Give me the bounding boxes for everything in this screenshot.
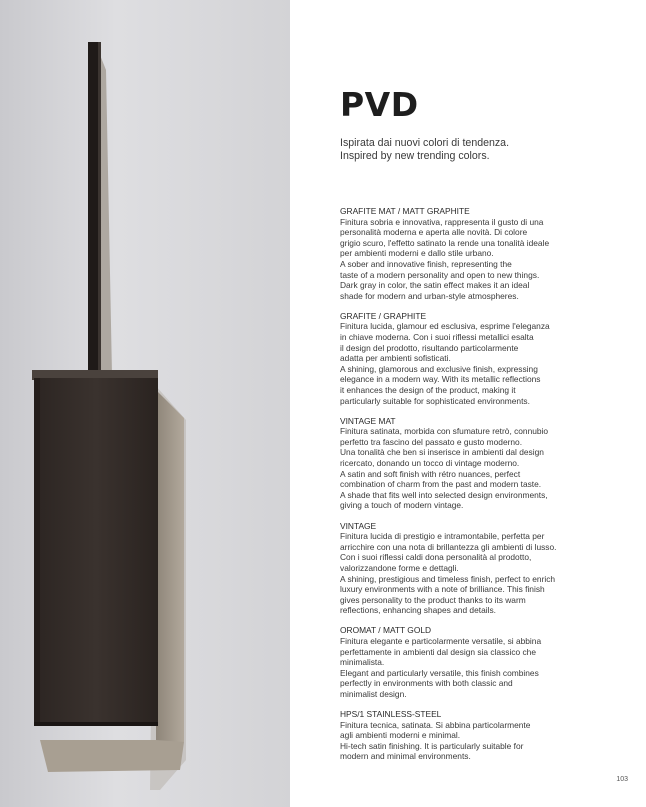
finish-text-line: minimalist design. — [340, 688, 407, 699]
finish-text-line: modern and minimal environments. — [340, 751, 471, 762]
toilet-brush-holder-image — [0, 0, 290, 807]
finish-text-line: luxury environments with a note of brilliance. This finish — [340, 584, 545, 595]
finish-text-line: elegance in a modern way. With its metallic reflections — [340, 374, 541, 385]
finish-vintage-mat — [340, 416, 630, 511]
page-title: PVD — [340, 85, 419, 124]
finish-oromat — [340, 625, 630, 699]
finish-text-line: shade for modern and urban-style atmospheres. — [340, 290, 519, 301]
finish-heading: GRAFITE MAT / MATT GRAPHITE — [340, 206, 470, 216]
finish-text-line: per ambienti moderni e dallo stile urbano. — [340, 248, 494, 259]
finish-text-line: Finitura satinata, morbida con sfumature retrò, connubio — [340, 426, 549, 437]
finish-text-line: minimalista. — [340, 657, 385, 668]
finish-text-line: agli ambienti moderni e minimal. — [340, 730, 461, 741]
finish-text-line: adatta per ambienti sofisticati. — [340, 353, 451, 364]
finish-grafite-mat — [340, 206, 630, 301]
product-photo — [0, 0, 290, 807]
finish-text-line: Finitura tecnica, satinata. Si abbina particolarmente — [340, 719, 531, 730]
finish-text-line: gives personality to the product thanks to its warm — [340, 594, 526, 605]
finish-text-line: it enhances the design of the product, making it — [340, 385, 516, 395]
finish-text-line: A sober and innovative finish, representing the — [340, 258, 512, 269]
finish-grafite — [340, 311, 630, 406]
finish-text-line: Finitura lucida di prestigio e intramontabile, perfetta per — [340, 531, 545, 542]
finish-heading: OROMAT / MATT GOLD — [340, 625, 432, 636]
finish-text-line: A shining, glamorous and exclusive finish, expressing — [340, 363, 538, 374]
finish-text-line: A shining, prestigious and timeless finish, perfect to enrich — [340, 573, 556, 584]
finish-text-line: personalità moderna e aperta alle novità. Di colore — [340, 227, 528, 238]
finish-stainless-steel — [340, 709, 630, 762]
finish-text-line: Finitura elegante e particolarmente versatile, si abbina — [340, 635, 542, 646]
finish-text-line: Elegant and particularly versatile, this finish combines — [340, 667, 539, 678]
finish-text-line: ricercato, donando un tocco di vintage moderno. — [340, 458, 520, 469]
finish-text-line: Dark gray in color, the satin effect makes it an ideal — [340, 280, 530, 291]
subtitle-line: Ispirata dai nuovi colori di tendenza. — [340, 137, 510, 149]
finish-text-line: A satin and soft finish with rétro nuances, perfect — [340, 468, 521, 479]
finish-text-line: particularly suitable for sophisticated environments. — [340, 395, 530, 406]
page-number: 103 — [616, 776, 628, 783]
finish-heading: GRAFITE / GRAPHITE — [340, 310, 427, 321]
finish-text-line: A shade that fits well into selected design environments, — [340, 489, 548, 500]
subtitle-line: Inspired by new trending colors. — [340, 150, 490, 162]
finish-text-line: combination of charm from the past and modern taste. — [340, 479, 542, 490]
finish-text-line: Finitura lucida, glamour ed esclusiva, esprime l'eleganza — [340, 321, 550, 332]
finish-text-line: perfectly in environments with both classic and — [340, 678, 513, 689]
finishes-list — [340, 206, 630, 772]
finish-text-line: Hi-tech satin finishing. It is particularly suitable for — [340, 740, 524, 751]
finish-text-line: Finitura sobria e innovativa, rappresenta il gusto di una — [340, 216, 544, 227]
finish-text-line: giving a touch of modern vintage. — [340, 500, 464, 511]
finish-text-line: perfetto tra fascino del passato e gusto moderno. — [340, 436, 523, 447]
finish-text-line: valorizzandone forme e dettagli. — [340, 562, 459, 573]
finish-text-line: reflections, enhancing shapes and details. — [340, 605, 496, 616]
finish-vintage — [340, 521, 630, 616]
finish-text-line: il design del prodotto, risultando particolarmente — [340, 342, 519, 353]
finish-text-line: arricchire con una nota di brillantezza gli ambienti di lusso. — [340, 541, 557, 552]
finish-text-line: grigio scuro, l'effetto satinato la rende una tonalità ideale — [340, 237, 550, 248]
finish-heading: VINTAGE — [340, 520, 377, 531]
finish-text-line: in chiave moderna. Con i suoi riflessi metallici esalta — [340, 332, 534, 343]
finish-text-line: Con i suoi riflessi caldi dona personalità al prodotto, — [340, 552, 532, 563]
finish-text-line: Una tonalità che ben si inserisce in ambienti dal design — [340, 447, 544, 458]
finish-text-line: taste of a modern personality and open to new things. — [340, 269, 540, 280]
finish-heading: VINTAGE MAT — [340, 415, 396, 426]
finish-text-line: perfettamente in ambienti dal design sia classico che — [340, 646, 536, 657]
page-subtitle — [340, 137, 630, 163]
finish-heading: HPS/1 STAINLESS-STEEL — [340, 709, 442, 720]
